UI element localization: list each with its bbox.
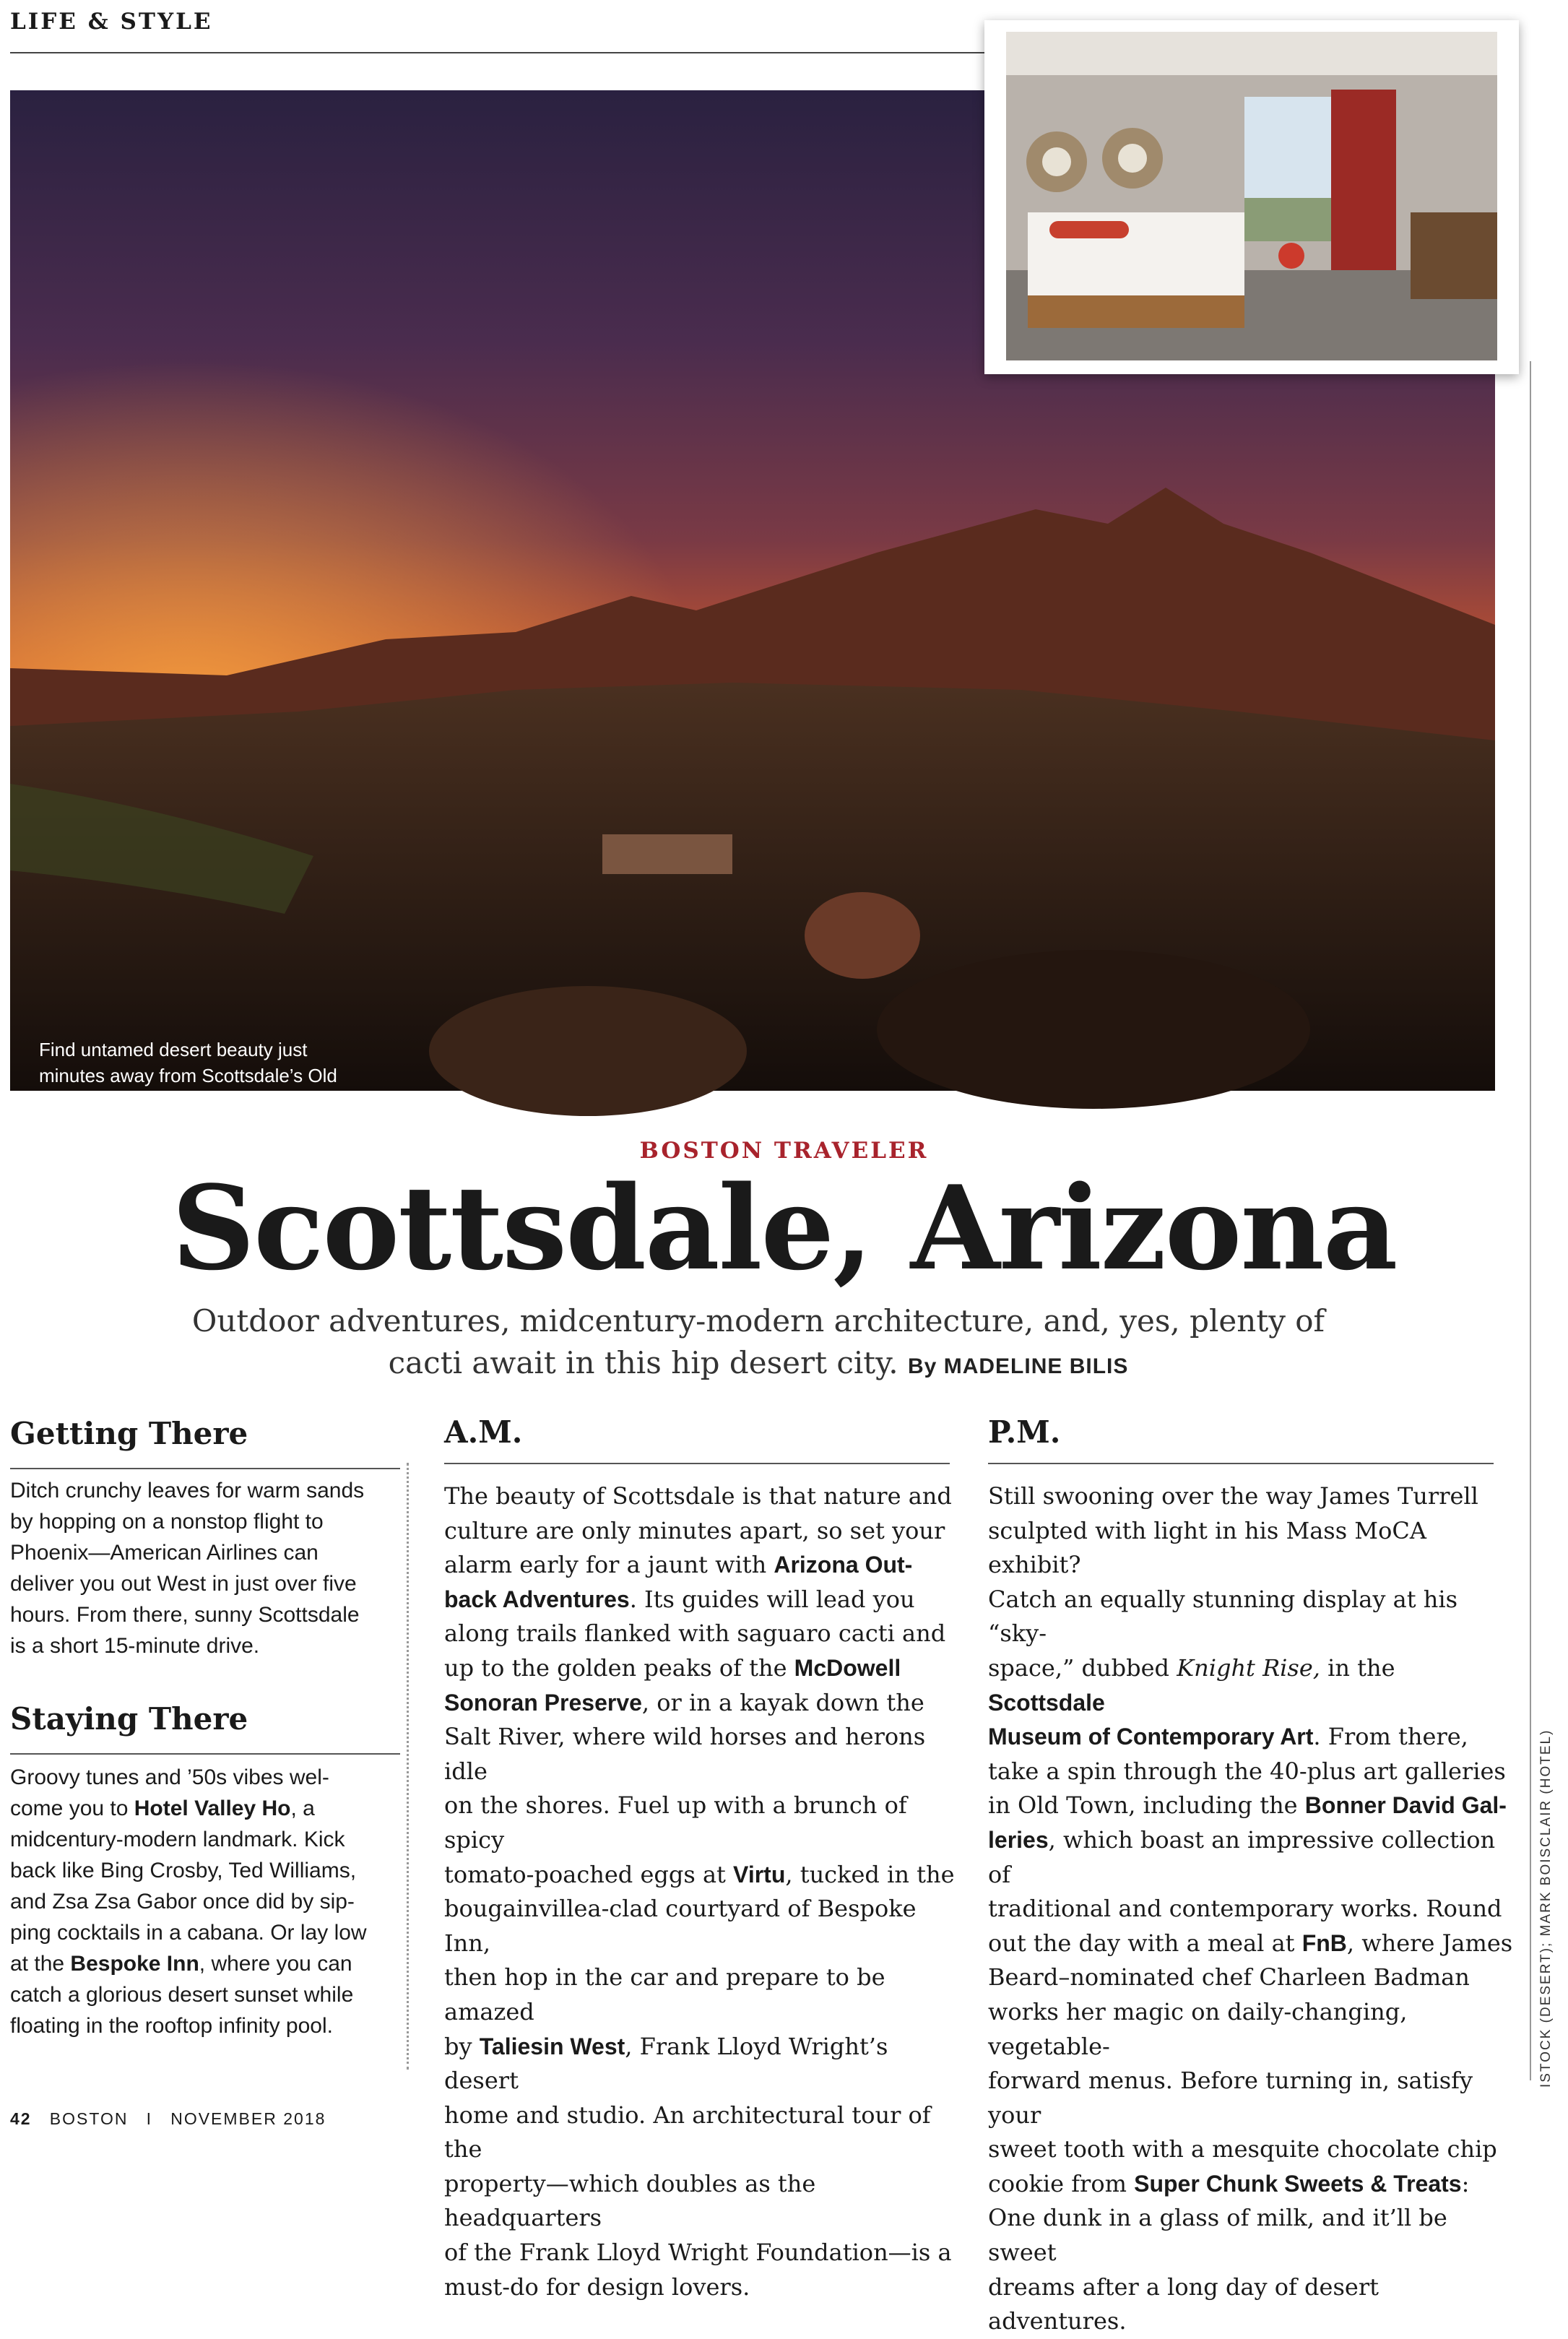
byline: By MADELINE BILIS [908,1354,1129,1378]
pm-heading: P.M. [988,1414,1061,1450]
venue-name: Sonoran Preserve [444,1689,642,1716]
venue-name: Arizona Out- [774,1552,913,1578]
publication-name: BOSTON [49,2109,129,2128]
artwork-title: Knight Rise, [1177,1653,1320,1682]
venue-name: FnB [1301,1929,1347,1956]
am-heading: A.M. [444,1414,523,1450]
venue-name: Taliesin West [479,2033,625,2059]
page-number: 42 [10,2109,32,2128]
header-rule [10,52,985,53]
venue-name: Museum of Contemporary Art [988,1724,1314,1750]
article-headline: Scottsdale, Arizona [171,1160,1397,1296]
section-kicker: BOSTON TRAVELER [639,1138,929,1164]
venue-name: Bespoke Inn [70,1952,199,1976]
am-body: The beauty of Scottsdale is that nature and culture are only minutes apart, so set your alarm early for a jaunt with Arizona Out- back Adventures. Its guides will lead you along trails flanked with saguaro cacti and up to the golden peaks of the McDowell Sonoran Preserve, or in a kayak down the Salt River, where wild horses and herons idle on the shores. Fuel up with a brunch of spicy tomato-poached eggs at Virtu, tucked in the bougainvillea-clad courtyard of Bespoke Inn, then hop in the car and prepare to be amazed by Taliesin West, Frank Lloyd Wright’s desert home and studio. An architectural tour of the property—which doubles as the headquarters of the Frank Lloyd Wright Foundation—is a must-do for design lovers. [444,1482,955,2301]
getting-there-rule [10,1468,400,1469]
venue-name: Super Chunk Sweets & Treats [1134,2170,1462,2197]
venue-name: back Adventures [444,1586,630,1612]
staying-there-body: Groovy tunes and ’50s vibes wel- come you to Hotel Valley Ho, a midcentury-modern landmark. Kick back like Bing Crosby, Ted Williams, and Zsa Zsa Gabor once did by sip- ping cocktails in a cabana. Or lay low at the Bespoke Inn, where you can catch a glorious desert sunset while floating in the rooftop infinity pool. [10,1765,367,2038]
section-label: LIFE & STYLE [10,9,213,35]
article-dek [181,1300,1336,1388]
issue-date: NOVEMBER 2018 [170,2109,326,2128]
venue-name: Bonner David Gal- [1304,1792,1507,1819]
venue-name: Hotel Valley Ho [134,1797,291,1820]
getting-there-heading: Getting There [10,1416,248,1451]
dek-text: Outdoor adventures, midcentury-modern architecture, and, yes, plenty of cacti await in this hip desert city. [191,1303,1325,1380]
getting-there-body: Ditch crunchy leaves for warm sands by hopping on a nonstop flight to Phoenix—American Airlines can deliver you out West in just over five hours. From there, sunny Scottsdale is a short 15-minute drive. [10,1479,365,1658]
inset-photo-frame [984,20,1519,374]
page-footer [10,2109,326,2129]
venue-name: Virtu [733,1861,786,1888]
hotel-room-image [1006,32,1497,360]
photo-credit: ISTOCK (DESERT); MARK BOISCLAIR (HOTEL) [1538,1729,1554,2088]
hero-caption: Find untamed desert beauty just minutes away from Scottsdale’s Old Town. Inset, Hotel Valley Ho’s rooms channel ’50s vibes. [39,1039,337,1138]
column-divider [407,1463,409,2070]
footer-separator: I [146,2109,153,2128]
staying-there-rule [10,1753,400,1755]
pm-rule [988,1463,1494,1464]
venue-name: McDowell [794,1654,901,1681]
am-rule [444,1463,950,1464]
pm-body: Still swooning over the way James Turrell sculpted with light in his Mass MoCA exhibit? Catch an equally stunning display at his “sky- space,” dubbed Knight Rise, in the Scottsdale Museum of Contemporary Art. From there, take a spin through the 40-plus art galleries in Old Town, including the Bonner David Gal- leries, which boast an impressive collection of traditional and contemporary works. Round out the day with a meal at FnB, where James Beard–nominated chef Charleen Badman works her magic on daily-changing, vegetable- forward menus. Before turning in, satisfy your sweet tooth with a mesquite chocolate chip cookie from Super Chunk Sweets & Treats: One dunk in a glass of milk, and it’ll be sweet dreams after a long day of desert adventures. [988,1482,1513,2335]
staying-there-heading: Staying There [10,1701,248,1737]
venue-name: leries [988,1826,1049,1853]
venue-name: Scottsdale [988,1689,1105,1716]
